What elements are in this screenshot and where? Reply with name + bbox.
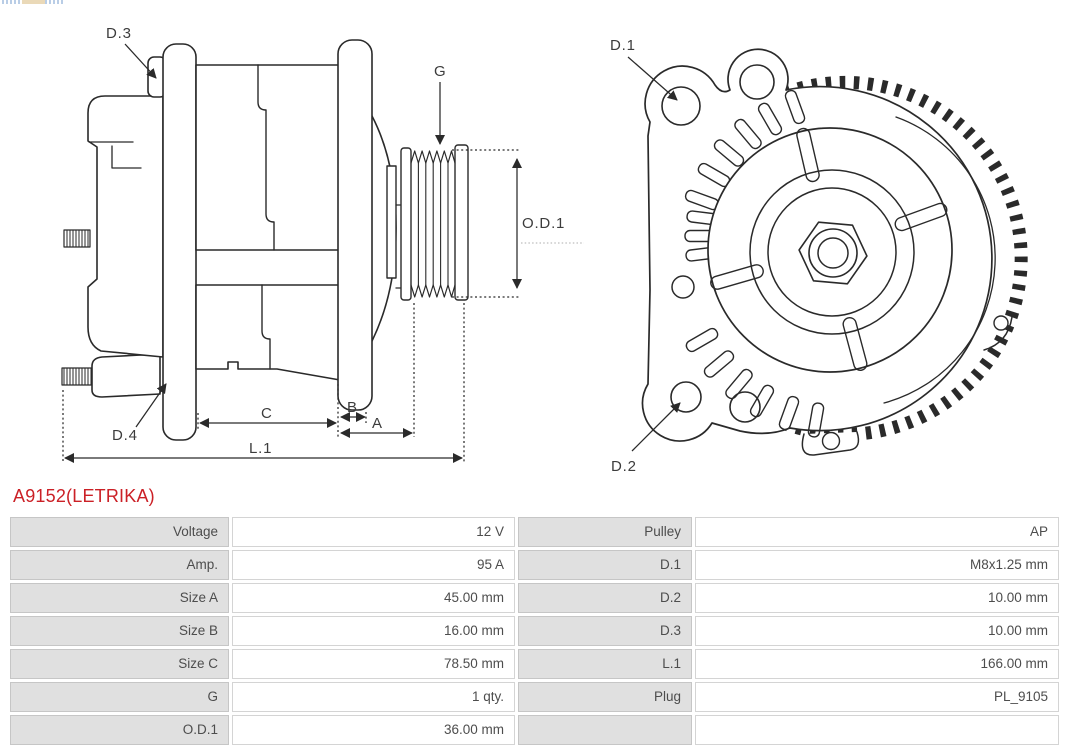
label-c: C <box>261 405 273 422</box>
right-tab-hole <box>994 316 1008 330</box>
mounting-hole-d1 <box>662 87 700 125</box>
mounting-ear-d4 <box>92 354 160 397</box>
spec-value: 36.00 mm <box>232 715 515 745</box>
front-view-body <box>643 49 1022 455</box>
label-b: B <box>347 399 358 416</box>
spec-label: Plug <box>518 682 692 712</box>
spec-label: D.2 <box>518 583 692 613</box>
rear-cover <box>88 96 163 357</box>
spec-value: AP <box>695 517 1059 547</box>
spec-value: M8x1.25 mm <box>695 550 1059 580</box>
alternator-side-view-drawing <box>0 0 590 480</box>
spec-value: 1 qty. <box>232 682 515 712</box>
spec-value: 12 V <box>232 517 515 547</box>
spec-value: 45.00 mm <box>232 583 515 613</box>
spec-table <box>10 517 1059 745</box>
spec-label: Size B <box>10 616 229 646</box>
pulley <box>401 145 468 300</box>
label-g: G <box>434 63 447 80</box>
spec-value: 95 A <box>232 550 515 580</box>
spec-value: 166.00 mm <box>695 649 1059 679</box>
spec-label: D.3 <box>518 616 692 646</box>
label-d1: D.1 <box>610 37 636 54</box>
spec-value <box>695 715 1059 745</box>
label-d2: D.2 <box>611 458 637 475</box>
label-d4: D.4 <box>112 427 138 444</box>
label-od1: O.D.1 <box>522 215 566 232</box>
side-small-hole <box>672 276 694 298</box>
spec-value: 10.00 mm <box>695 583 1059 613</box>
spec-label: D.1 <box>518 550 692 580</box>
spec-value: 16.00 mm <box>232 616 515 646</box>
spec-label: Size C <box>10 649 229 679</box>
front-bracket <box>338 40 372 410</box>
terminal-stud-lower <box>62 368 93 385</box>
spec-label <box>518 715 692 745</box>
bottom-tab-hole <box>823 433 840 450</box>
spec-value: 78.50 mm <box>232 649 515 679</box>
label-d3: D.3 <box>106 25 132 42</box>
stator-upper <box>196 65 340 250</box>
spec-value: PL_9105 <box>695 682 1059 712</box>
spec-label: G <box>10 682 229 712</box>
spec-label: Voltage <box>10 517 229 547</box>
terminal-stud-upper <box>64 230 90 247</box>
rear-bracket <box>163 44 196 440</box>
part-number-title: A9152(LETRIKA) <box>13 486 155 506</box>
lower-boss-hole <box>730 392 760 422</box>
label-a: A <box>372 415 383 432</box>
stator-lower <box>196 285 340 380</box>
label-l1: L.1 <box>249 440 273 457</box>
spec-label: Size A <box>10 583 229 613</box>
shaft-flange <box>387 166 396 278</box>
spec-label: Pulley <box>518 517 692 547</box>
spec-label: Amp. <box>10 550 229 580</box>
side-view-body <box>62 40 468 440</box>
spec-value: 10.00 mm <box>695 616 1059 646</box>
spec-label: O.D.1 <box>10 715 229 745</box>
spec-label: L.1 <box>518 649 692 679</box>
pulley-face <box>708 127 952 372</box>
upper-lobe-hole <box>740 65 774 99</box>
alternator-front-view-drawing <box>590 0 1080 490</box>
